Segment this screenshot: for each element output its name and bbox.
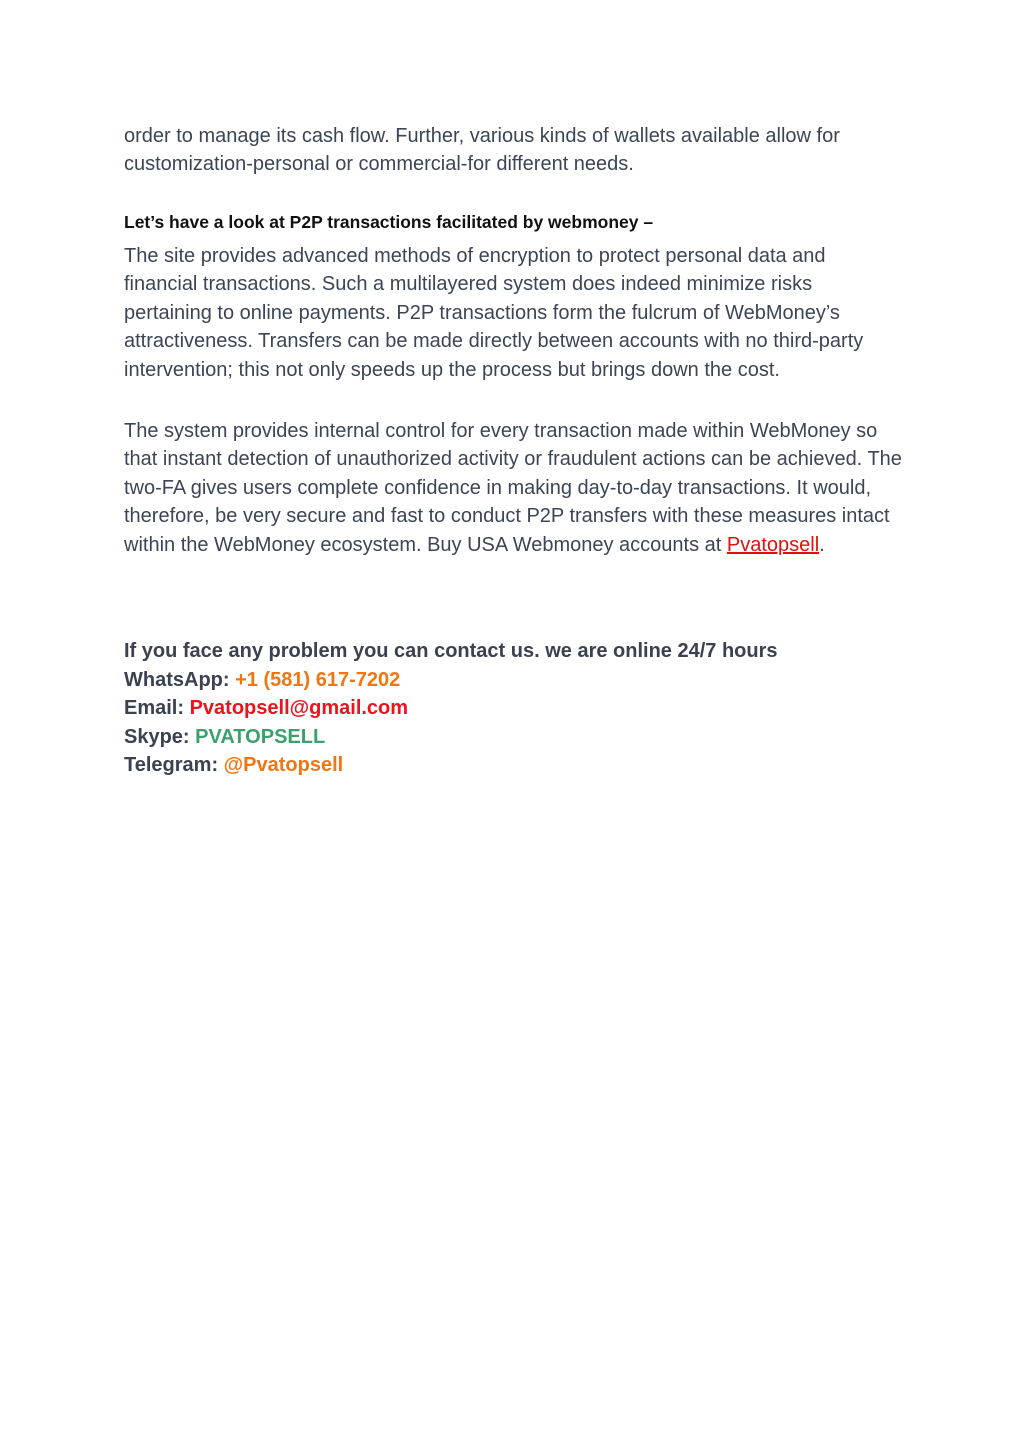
- skype-line: [124, 723, 778, 752]
- whatsapp-number[interactable]: +1 (581) 617-7202: [235, 668, 401, 691]
- encryption-paragraph: The site provides advanced methods of encryption to protect personal data and financial transactions. Such a multilayered system does indeed minimize risks pertaining to online payments. P2P transactions form the fulcrum of WebMoney’s attractiveness. Transfers can be made directly between accounts with no third-party intervention; this not only speeds up the process but brings down the cost.: [124, 245, 864, 381]
- whatsapp-line: [124, 666, 778, 695]
- skype-handle[interactable]: PVATOPSELL: [195, 725, 326, 748]
- section-heading: Let’s have a look at P2P transactions facilitated by webmoney –: [124, 212, 654, 232]
- skype-label: Skype:: [124, 725, 190, 748]
- telegram-handle[interactable]: @Pvatopsell: [223, 754, 344, 777]
- email-address[interactable]: Pvatopsell@gmail.com: [189, 697, 409, 720]
- contact-intro: If you face any problem you can contact us. we are online 24/7 hours: [124, 640, 778, 662]
- internal-control-paragraph: [124, 417, 904, 559]
- internal-control-text: The system provides internal control for every transaction made within WebMoney so that instant detection of unauthorized activity or fraudulent actions can be achieved. The two-FA gives users complete confidence in making day-to-day transactions. It would, therefore, be very secure and fast to conduct P2P transfers with these measures intact within the WebMoney ecosystem. Buy USA Webmoney accounts at: [124, 420, 902, 556]
- telegram-line: [124, 751, 778, 780]
- paragraph-end-period: .: [819, 533, 825, 556]
- whatsapp-label: WhatsApp:: [124, 668, 230, 691]
- telegram-label: Telegram:: [124, 754, 219, 777]
- pvatopsell-link[interactable]: Pvatopsell: [726, 533, 820, 556]
- contact-block: [124, 637, 778, 780]
- email-line: [124, 694, 778, 723]
- email-label: Email:: [124, 697, 185, 720]
- intro-paragraph: order to manage its cash flow. Further, various kinds of wallets available allow for customization-personal or commercial-for different needs.: [124, 125, 840, 176]
